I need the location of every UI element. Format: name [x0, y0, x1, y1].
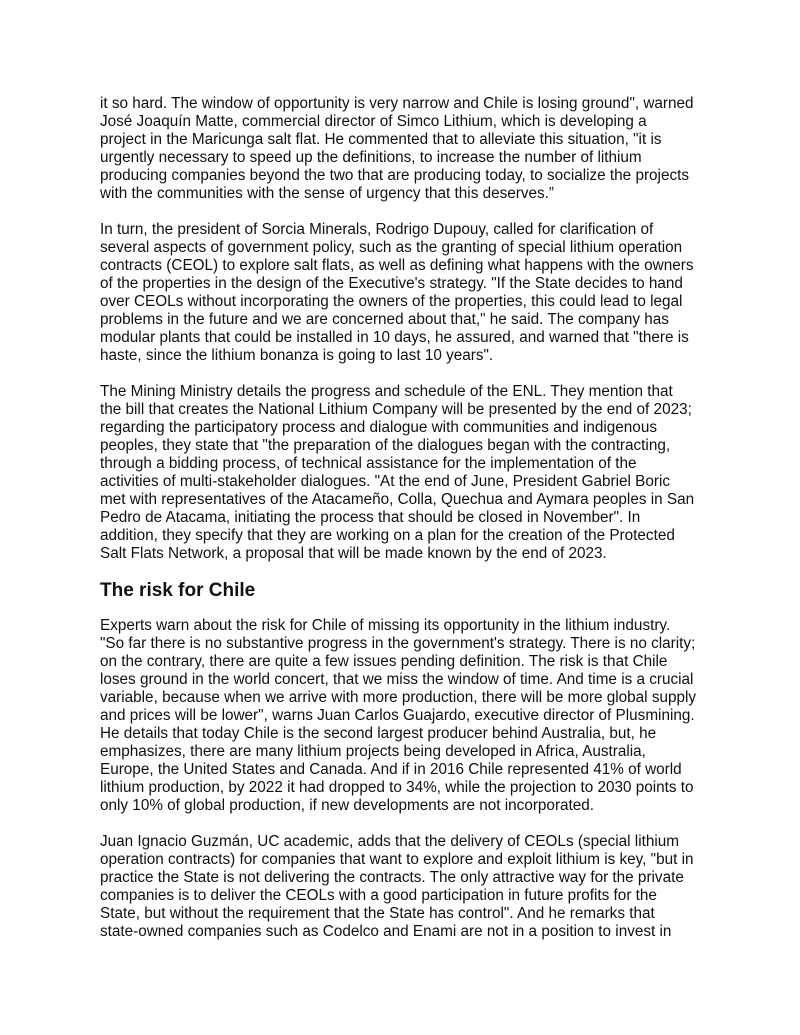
- text-line: variable, because when we arrive with more production, there will be more global supply: [100, 689, 697, 706]
- text-line: José Joaquín Matte, commercial director of Simco Lithium, which is developing a: [100, 113, 647, 130]
- text-line: modular plants that could be installed in 10 days, he assured, and warned that "there is: [100, 329, 689, 346]
- text-line: and prices will be lower", warns Juan Carlos Guajardo, executive director of Plusmining.: [100, 707, 695, 724]
- text-line: urgently necessary to speed up the definitions, to increase the number of lithium: [100, 149, 642, 166]
- text-line: activities of multi-stakeholder dialogues. "At the end of June, President Gabriel Boric: [100, 473, 671, 490]
- text-line: "So far there is no substantive progress in the government's strategy. There is no clarity;: [100, 635, 696, 652]
- text-line: The Mining Ministry details the progress and schedule of the ENL. They mention that: [100, 383, 673, 400]
- text-line: In turn, the president of Sorcia Minerals, Rodrigo Dupouy, called for clarification of: [100, 221, 654, 238]
- text-line: several aspects of government policy, such as the granting of special lithium operation: [100, 239, 683, 256]
- section-heading: The risk for Chile: [100, 580, 256, 601]
- text-line: emphasizes, there are many lithium projects being developed in Africa, Australia,: [100, 743, 646, 760]
- text-line: loses ground in the world concert, that we miss the window of time. And time is a crucial: [100, 671, 694, 688]
- text-line: state-owned companies such as Codelco and Enami are not in a position to invest in: [100, 923, 672, 940]
- text-line: addition, they specify that they are working on a plan for the creation of the Protected: [100, 527, 675, 544]
- text-line: haste, since the lithium bonanza is going to last 10 years".: [100, 347, 494, 364]
- paragraph: [100, 221, 720, 365]
- text-line: Pedro de Atacama, initiating the process that should be closed in November". In: [100, 509, 641, 526]
- text-line: operation contracts) for companies that want to explore and exploit lithium is key, "but in: [100, 851, 694, 868]
- text-line: regarding the participatory process and dialogue with communities and indigenous: [100, 419, 657, 436]
- paragraph: [100, 617, 720, 815]
- text-line: only 10% of global production, if new developments are not incorporated.: [100, 797, 595, 814]
- paragraph: [100, 95, 720, 203]
- text-line: contracts (CEOL) to explore salt flats, as well as defining what happens with the owners: [100, 257, 694, 274]
- text-line: Salt Flats Network, a proposal that will be made known by the end of 2023.: [100, 545, 607, 562]
- text-line: practice the State is not delivering the contracts. The only attractive way for the private: [100, 869, 684, 886]
- text-line: State, but without the requirement that the State has control". And he remarks that: [100, 905, 655, 922]
- text-line: peoples, they state that "the preparation of the dialogues began with the contracting,: [100, 437, 671, 454]
- text-line: Juan Ignacio Guzmán, UC academic, adds that the delivery of CEOLs (special lithium: [100, 833, 680, 850]
- text-line: producing companies beyond the two that are producing today, to socialize the projects: [100, 167, 690, 184]
- text-line: lithium production, by 2022 it had dropped to 34%, while the projection to 2030 points to: [100, 779, 694, 796]
- text-line: over CEOLs without incorporating the owners of the properties, this could lead to legal: [100, 293, 683, 310]
- text-line: on the contrary, there are quite a few issues pending definition. The risk is that Chile: [100, 653, 668, 670]
- text-line: problems in the future and we are concerned about that," he said. The company has: [100, 311, 669, 328]
- body-before-heading: [100, 95, 720, 563]
- text-line: project in the Maricunga salt flat. He commented that to alleviate this situation, "it is: [100, 131, 662, 148]
- document-page: [100, 95, 720, 959]
- text-line: Experts warn about the risk for Chile of missing its opportunity in the lithium industry.: [100, 617, 671, 634]
- text-line: of the properties in the design of the Executive's strategy. "If the State decides to hand: [100, 275, 683, 292]
- text-line: He details that today Chile is the second largest producer behind Australia, but, he: [100, 725, 657, 742]
- text-line: Europe, the United States and Canada. And if in 2016 Chile represented 41% of world: [100, 761, 682, 778]
- text-line: the bill that creates the National Lithium Company will be presented by the end of 2023;: [100, 401, 692, 418]
- text-line: through a bidding process, of technical assistance for the implementation of the: [100, 455, 637, 472]
- text-line: with the communities with the sense of urgency that this deserves.”: [100, 185, 555, 202]
- paragraph: [100, 383, 720, 563]
- text-line: it so hard. The window of opportunity is very narrow and Chile is losing ground", warned: [100, 95, 694, 112]
- text-line: met with representatives of the Atacameño, Colla, Quechua and Aymara peoples in San: [100, 491, 695, 508]
- body-after-heading: [100, 617, 720, 941]
- text-line: companies is to deliver the CEOLs with a good participation in future profits for the: [100, 887, 657, 904]
- paragraph: [100, 833, 720, 941]
